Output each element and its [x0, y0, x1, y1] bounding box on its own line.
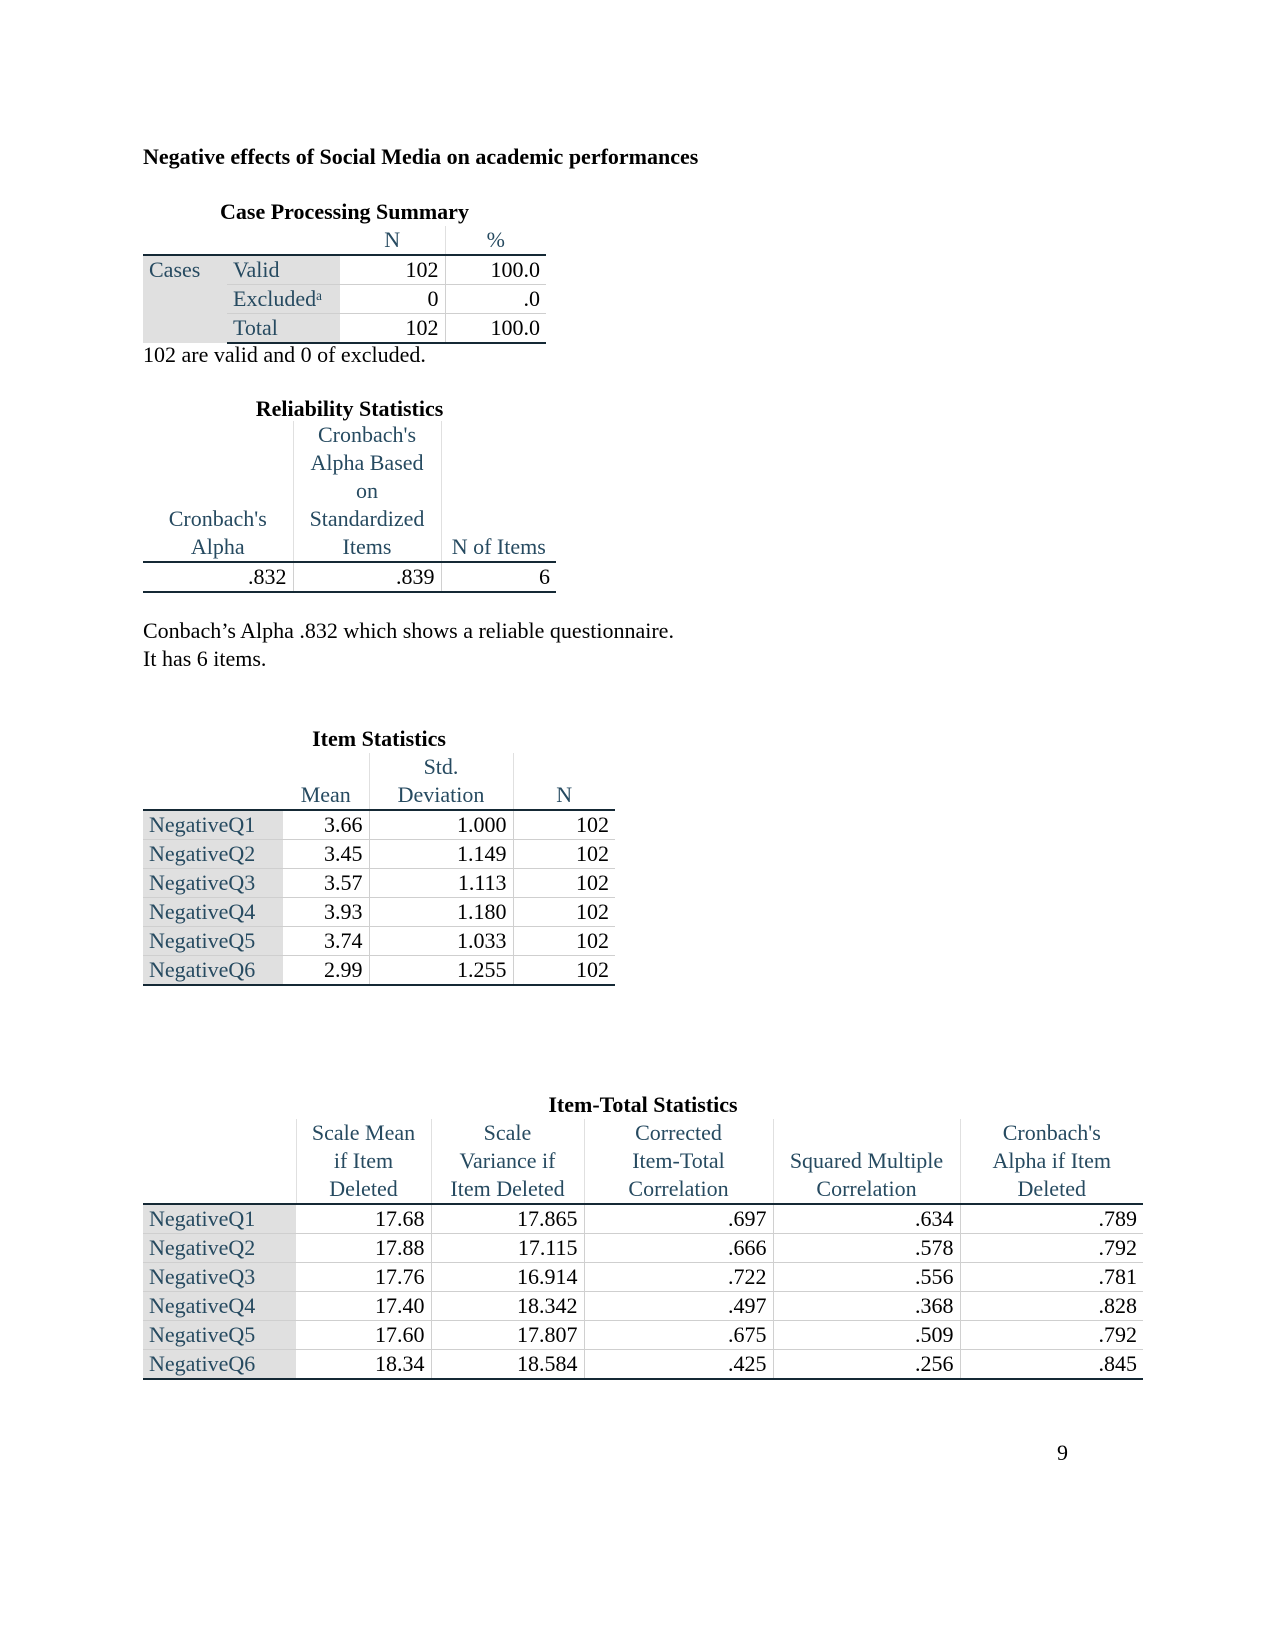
col-header-n: N	[513, 753, 615, 810]
cell-value: .368	[773, 1292, 960, 1321]
cell-value: 17.68	[296, 1204, 431, 1234]
group-label-cases: Cases	[143, 255, 227, 343]
row-label: NegativeQ4	[143, 1292, 296, 1321]
col-header-scale-mean: Scale Mean if Item Deleted	[296, 1119, 431, 1204]
reliability-header	[143, 421, 556, 562]
item-stats-header	[143, 753, 615, 810]
cell-pct: 100.0	[445, 255, 546, 285]
row-label: NegativeQ2	[143, 1234, 296, 1263]
cell-value: .666	[584, 1234, 773, 1263]
cell-value: .781	[960, 1263, 1143, 1292]
cell-value: .578	[773, 1234, 960, 1263]
table-row	[143, 255, 546, 285]
item-stats-table	[143, 753, 615, 986]
col-header-pct: %	[445, 226, 546, 255]
col-header-alpha-standardized: Cronbach's Alpha Based on Standardized Items	[293, 421, 441, 562]
cell-value: .556	[773, 1263, 960, 1292]
cell-n-items: 6	[441, 562, 556, 592]
cell-sd: 1.255	[369, 956, 513, 986]
page-heading: Negative effects of Social Media on academic performances	[143, 144, 699, 169]
row-label: NegativeQ6	[143, 1350, 296, 1380]
cell-pct: 100.0	[445, 314, 546, 344]
cell-sd: 1.000	[369, 810, 513, 840]
cell-n: 102	[513, 840, 615, 869]
reliability-table	[143, 421, 556, 593]
cell-value: 16.914	[431, 1263, 584, 1292]
row-label: Valid	[227, 255, 340, 285]
cell-mean: 3.57	[283, 869, 369, 898]
table-row	[143, 898, 615, 927]
col-header-scale-variance: Scale Variance if Item Deleted	[431, 1119, 584, 1204]
table-row	[143, 1234, 1143, 1263]
row-label: NegativeQ6	[143, 956, 283, 986]
col-header-alpha-if-deleted: Cronbach's Alpha if Item Deleted	[960, 1119, 1143, 1204]
table-row	[143, 840, 615, 869]
cell-mean: 3.74	[283, 927, 369, 956]
cell-mean: 3.66	[283, 810, 369, 840]
table-row	[143, 1263, 1143, 1292]
item-stats-title: Item Statistics	[312, 726, 446, 751]
table-row	[143, 869, 615, 898]
col-header-std-deviation: Std. Deviation	[369, 753, 513, 810]
cell-n: 102	[513, 869, 615, 898]
cell-n: 102	[513, 956, 615, 986]
cell-value: 18.584	[431, 1350, 584, 1380]
col-header-corrected-correlation: Corrected Item-Total Correlation	[584, 1119, 773, 1204]
row-label: Excludedᵃ	[227, 285, 340, 314]
cell-sd: 1.149	[369, 840, 513, 869]
case-summary-header	[143, 226, 546, 255]
cell-pct: .0	[445, 285, 546, 314]
cell-alpha: .832	[143, 562, 293, 592]
row-label: NegativeQ4	[143, 898, 283, 927]
cell-value: 17.115	[431, 1234, 584, 1263]
cell-n: 0	[340, 285, 445, 314]
cell-value: .497	[584, 1292, 773, 1321]
cell-value: .722	[584, 1263, 773, 1292]
cell-value: .792	[960, 1234, 1143, 1263]
cell-sd: 1.113	[369, 869, 513, 898]
table-row	[143, 562, 556, 592]
row-label: NegativeQ2	[143, 840, 283, 869]
cell-sd: 1.180	[369, 898, 513, 927]
col-header-mean: Mean	[300, 782, 351, 807]
table-row	[143, 1204, 1143, 1234]
cell-value: 17.807	[431, 1321, 584, 1350]
row-label: NegativeQ1	[143, 810, 283, 840]
cell-value: 18.34	[296, 1350, 431, 1380]
cell-value: .845	[960, 1350, 1143, 1380]
item-total-header	[143, 1119, 1143, 1204]
cell-mean: 2.99	[283, 956, 369, 986]
cell-mean: 3.93	[283, 898, 369, 927]
col-header-squared-multiple: Squared Multiple Correlation	[773, 1119, 960, 1204]
reliability-note-2: It has 6 items.	[143, 646, 267, 671]
row-label: NegativeQ1	[143, 1204, 296, 1234]
col-header-alpha: Cronbach's Alpha	[168, 506, 267, 559]
cell-value: 17.76	[296, 1263, 431, 1292]
col-header-n: N	[384, 227, 401, 252]
cell-value: .697	[584, 1204, 773, 1234]
row-label: NegativeQ3	[143, 1263, 296, 1292]
item-total-table	[143, 1119, 1143, 1380]
reliability-note-1: Conbach’s Alpha .832 which shows a reliable questionnaire.	[143, 618, 674, 643]
item-total-title: Item-Total Statistics	[548, 1092, 738, 1117]
row-label: NegativeQ5	[143, 1321, 296, 1350]
cell-value: .675	[584, 1321, 773, 1350]
col-header-n-items: N of Items	[441, 421, 556, 562]
table-row	[143, 927, 615, 956]
table-row	[143, 956, 615, 986]
cell-value: .789	[960, 1204, 1143, 1234]
cell-n: 102	[513, 898, 615, 927]
cell-n: 102	[340, 314, 445, 344]
cell-sd: 1.033	[369, 927, 513, 956]
table-row	[143, 810, 615, 840]
page-number: 9	[1057, 1440, 1068, 1465]
cell-value: 18.342	[431, 1292, 584, 1321]
cell-n: 102	[513, 927, 615, 956]
cell-value: .792	[960, 1321, 1143, 1350]
table-row	[143, 1350, 1143, 1380]
cell-alpha-standardized: .839	[293, 562, 441, 592]
cell-value: .509	[773, 1321, 960, 1350]
table-row	[143, 1292, 1143, 1321]
case-summary-note: 102 are valid and 0 of excluded.	[143, 342, 426, 367]
table-row	[143, 1321, 1143, 1350]
cell-value: .828	[960, 1292, 1143, 1321]
case-summary-title: Case Processing Summary	[220, 199, 469, 224]
cell-value: .425	[584, 1350, 773, 1380]
cell-value: 17.88	[296, 1234, 431, 1263]
row-label: NegativeQ3	[143, 869, 283, 898]
cell-mean: 3.45	[283, 840, 369, 869]
cell-value: .634	[773, 1204, 960, 1234]
reliability-title: Reliability Statistics	[255, 396, 444, 421]
cell-value: .256	[773, 1350, 960, 1380]
cell-value: 17.40	[296, 1292, 431, 1321]
row-label: NegativeQ5	[143, 927, 283, 956]
row-label: Total	[227, 314, 340, 344]
cell-value: 17.865	[431, 1204, 584, 1234]
case-summary-table	[143, 226, 546, 344]
cell-value: 17.60	[296, 1321, 431, 1350]
cell-n: 102	[340, 255, 445, 285]
cell-n: 102	[513, 810, 615, 840]
